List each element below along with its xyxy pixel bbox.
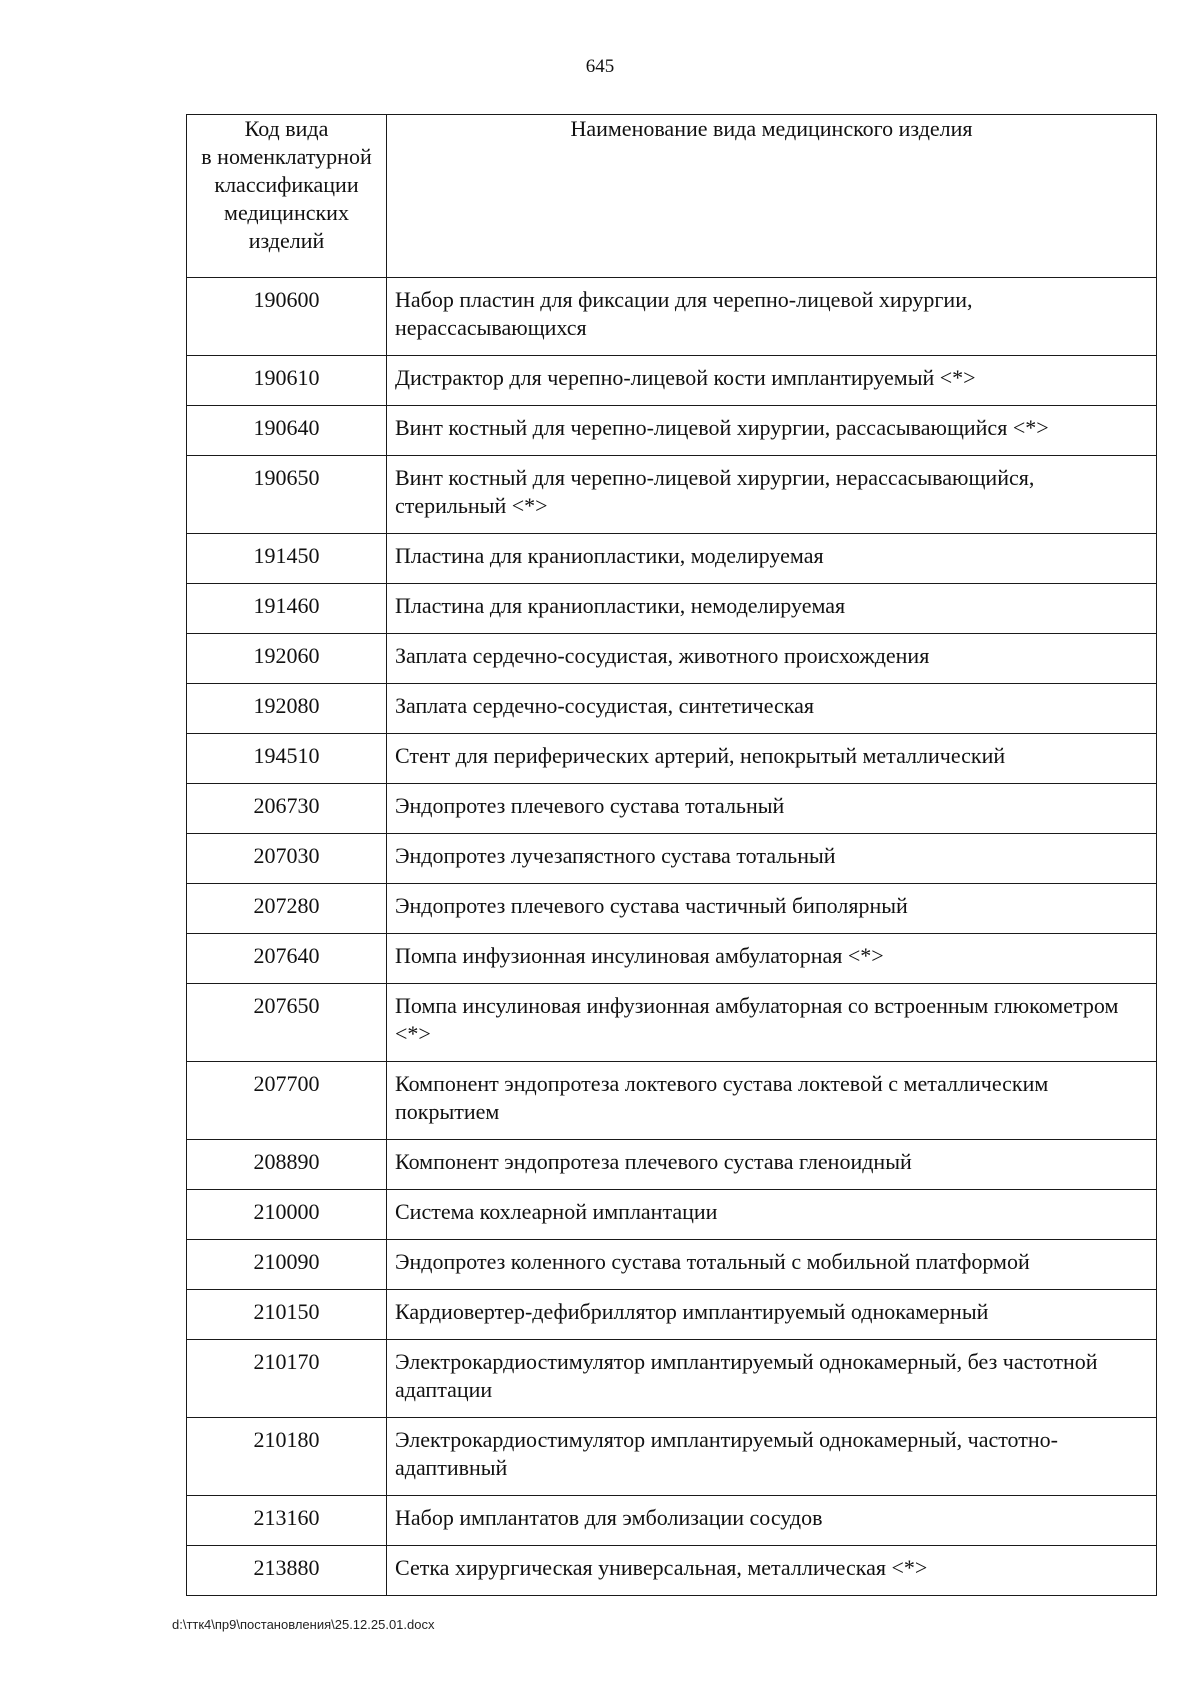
table-row	[187, 1340, 1157, 1418]
table-row	[187, 356, 1157, 406]
row-code: 207280	[187, 884, 387, 934]
row-code: 190610	[187, 356, 387, 406]
table-row	[187, 834, 1157, 884]
row-code: 210180	[187, 1418, 387, 1496]
row-name: Система кохлеарной имплантации	[387, 1190, 1157, 1240]
table-row	[187, 984, 1157, 1062]
row-code: 210150	[187, 1290, 387, 1340]
row-name: Эндопротез лучезапястного сустава тотальный	[387, 834, 1157, 884]
row-name: Эндопротез плечевого сустава частичный биполярный	[387, 884, 1157, 934]
row-name: Заплата сердечно-сосудистая, синтетическая	[387, 684, 1157, 734]
row-name: Пластина для краниопластики, немоделируемая	[387, 584, 1157, 634]
footer-file-path: d:\ттк4\пр9\постановления\25.12.25.01.docx	[172, 1617, 435, 1632]
table-row	[187, 934, 1157, 984]
row-name: Электрокардиостимулятор имплантируемый однокамерный, частотно-адаптивный	[387, 1418, 1157, 1496]
row-code: 192060	[187, 634, 387, 684]
row-name: Винт костный для черепно-лицевой хирургии, нерассасывающийся, стерильный <*>	[387, 456, 1157, 534]
row-code: 213160	[187, 1496, 387, 1546]
page-number: 645	[585, 56, 615, 77]
row-code: 210000	[187, 1190, 387, 1240]
table-row	[187, 406, 1157, 456]
row-code: 194510	[187, 734, 387, 784]
table-row	[187, 584, 1157, 634]
row-name: Сетка хирургическая универсальная, металлическая <*>	[387, 1546, 1157, 1596]
table-row	[187, 1190, 1157, 1240]
table-body	[187, 278, 1157, 1596]
header-name-text: Наименование вида медицинского изделия	[570, 116, 973, 141]
header-code	[187, 115, 387, 278]
row-name: Эндопротез коленного сустава тотальный с мобильной платформой	[387, 1240, 1157, 1290]
row-name: Компонент эндопротеза локтевого сустава локтевой с металлическим покрытием	[387, 1062, 1157, 1140]
row-code: 207640	[187, 934, 387, 984]
row-code: 191450	[187, 534, 387, 584]
table-row	[187, 1062, 1157, 1140]
table-row	[187, 456, 1157, 534]
table-row	[187, 534, 1157, 584]
device-table	[186, 114, 1157, 1596]
header-code-text: Код вида в номенклатурной классификации медицинских изделий	[201, 116, 372, 253]
row-code: 206730	[187, 784, 387, 834]
table-row	[187, 1290, 1157, 1340]
row-code: 190600	[187, 278, 387, 356]
table-row	[187, 1240, 1157, 1290]
row-name: Дистрактор для черепно-лицевой кости имплантируемый <*>	[387, 356, 1157, 406]
row-name: Набор пластин для фиксации для черепно-лицевой хирургии, нерассасывающихся	[387, 278, 1157, 356]
table-row	[187, 1546, 1157, 1596]
row-code: 191460	[187, 584, 387, 634]
row-name: Эндопротез плечевого сустава тотальный	[387, 784, 1157, 834]
table-row	[187, 734, 1157, 784]
row-name: Заплата сердечно-сосудистая, животного происхождения	[387, 634, 1157, 684]
row-code: 207700	[187, 1062, 387, 1140]
table-row	[187, 634, 1157, 684]
table-row	[187, 684, 1157, 734]
row-code: 207650	[187, 984, 387, 1062]
row-name: Кардиовертер-дефибриллятор имплантируемый однокамерный	[387, 1290, 1157, 1340]
row-name: Электрокардиостимулятор имплантируемый однокамерный, без частотной адаптации	[387, 1340, 1157, 1418]
row-name: Помпа инсулиновая инфузионная амбулаторная со встроенным глюкометром <*>	[387, 984, 1157, 1062]
row-name: Компонент эндопротеза плечевого сустава гленоидный	[387, 1140, 1157, 1190]
row-code: 207030	[187, 834, 387, 884]
row-name: Стент для периферических артерий, непокрытый металлический	[387, 734, 1157, 784]
row-code: 208890	[187, 1140, 387, 1190]
row-code: 192080	[187, 684, 387, 734]
table-row	[187, 278, 1157, 356]
row-code: 190640	[187, 406, 387, 456]
table-row	[187, 784, 1157, 834]
table-row	[187, 884, 1157, 934]
row-name: Винт костный для черепно-лицевой хирургии, рассасывающийся <*>	[387, 406, 1157, 456]
table-row	[187, 1418, 1157, 1496]
row-code: 210170	[187, 1340, 387, 1418]
row-name: Помпа инфузионная инсулиновая амбулаторная <*>	[387, 934, 1157, 984]
header-name	[387, 115, 1157, 278]
row-name: Набор имплантатов для эмболизации сосудов	[387, 1496, 1157, 1546]
row-code: 210090	[187, 1240, 387, 1290]
table-header-row	[187, 115, 1157, 278]
row-name: Пластина для краниопластики, моделируемая	[387, 534, 1157, 584]
row-code: 190650	[187, 456, 387, 534]
table-row	[187, 1496, 1157, 1546]
row-code: 213880	[187, 1546, 387, 1596]
table-row	[187, 1140, 1157, 1190]
